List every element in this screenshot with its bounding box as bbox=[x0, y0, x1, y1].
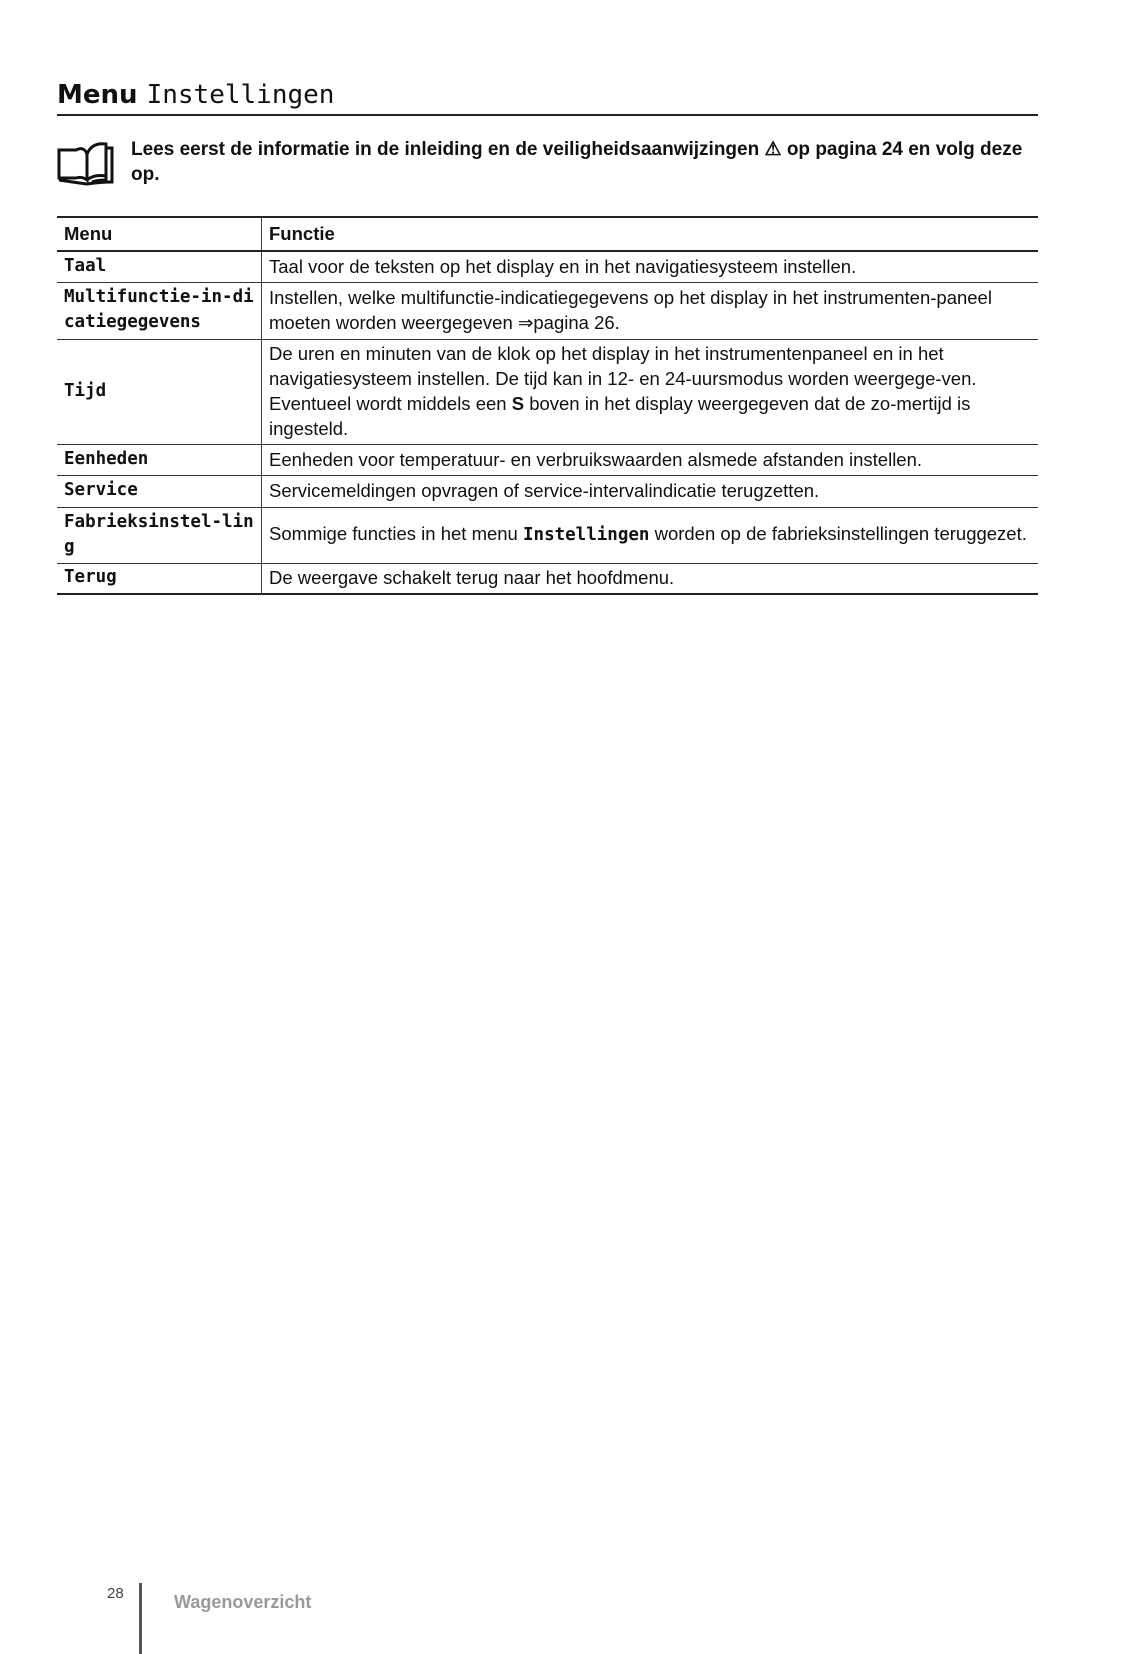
header-function: Functie bbox=[269, 223, 335, 244]
page-number: 28 bbox=[107, 1585, 124, 1602]
table-header bbox=[57, 217, 1038, 251]
cell-text: boven in het display weergegeven dat de zo-mertijd is ingesteld. bbox=[269, 393, 971, 439]
function-cell: Instellen, welke multifunctie-indicatiegegevens op het display in het instrumenten-paneel moeten worden weergegeven ⇒pagina 26. bbox=[269, 287, 992, 333]
menu-cell: Terug bbox=[57, 563, 262, 594]
menu-cell: Eenheden bbox=[57, 444, 262, 475]
section-name: Wagenoverzicht bbox=[174, 1592, 312, 1612]
table-row bbox=[57, 507, 1038, 563]
book-icon bbox=[56, 140, 116, 186]
cell-text: Sommige functies in het menu bbox=[269, 523, 518, 544]
function-cell bbox=[262, 507, 1039, 563]
cell-text: De uren en minuten van de klok op het display in het instrumentenpaneel en in het navigatiesysteem instellen. De tijd kan in 12- en 24-uursmodus worden weergege-ven. Eventueel wordt middels een bbox=[269, 343, 977, 414]
table-row bbox=[57, 282, 1038, 339]
summer-time-symbol: S bbox=[511, 393, 525, 414]
title-divider bbox=[57, 114, 1038, 116]
footer-divider bbox=[139, 1583, 142, 1654]
function-cell: De weergave schakelt terug naar het hoofdmenu. bbox=[269, 567, 675, 589]
menu-cell: Service bbox=[57, 475, 262, 507]
menu-cell: Taal bbox=[57, 251, 262, 282]
header-menu: Menu bbox=[57, 217, 262, 251]
page-title bbox=[57, 80, 334, 110]
function-cell: Taal voor de teksten op het display en in het navigatiesysteem instellen. bbox=[269, 255, 857, 277]
function-cell: Eenheden voor temperatuur- en verbruikswaarden alsmede afstanden instellen. bbox=[269, 448, 923, 470]
settings-table bbox=[57, 216, 1038, 595]
menu-cell: Multifunctie-in-dicatiegegevens bbox=[57, 282, 262, 339]
table-row bbox=[57, 444, 1038, 475]
table-row bbox=[57, 475, 1038, 507]
cell-text: worden op de fabrieksinstellingen teruggezet. bbox=[654, 523, 1027, 544]
function-cell bbox=[262, 339, 1039, 444]
safety-notice bbox=[131, 137, 1031, 187]
notice-text-end: op pagina 24 en volg deze op. bbox=[131, 139, 1023, 185]
menu-name: Instellingen bbox=[523, 525, 650, 545]
title-prefix: Menu bbox=[57, 80, 138, 110]
table-row bbox=[57, 339, 1038, 444]
table-row bbox=[57, 251, 1038, 282]
table-row bbox=[57, 563, 1038, 594]
function-cell: Servicemeldingen opvragen of service-intervalindicatie terugzetten. bbox=[269, 480, 820, 501]
title-menu-name: Instellingen bbox=[146, 80, 335, 110]
menu-cell: Tijd bbox=[57, 339, 262, 444]
notice-text: Lees eerst de informatie in de inleiding en de veiligheidsaanwijzingen bbox=[131, 139, 760, 160]
warning-icon: ⚠ bbox=[764, 139, 782, 160]
menu-cell: Fabrieksinstel-ling bbox=[57, 507, 262, 563]
